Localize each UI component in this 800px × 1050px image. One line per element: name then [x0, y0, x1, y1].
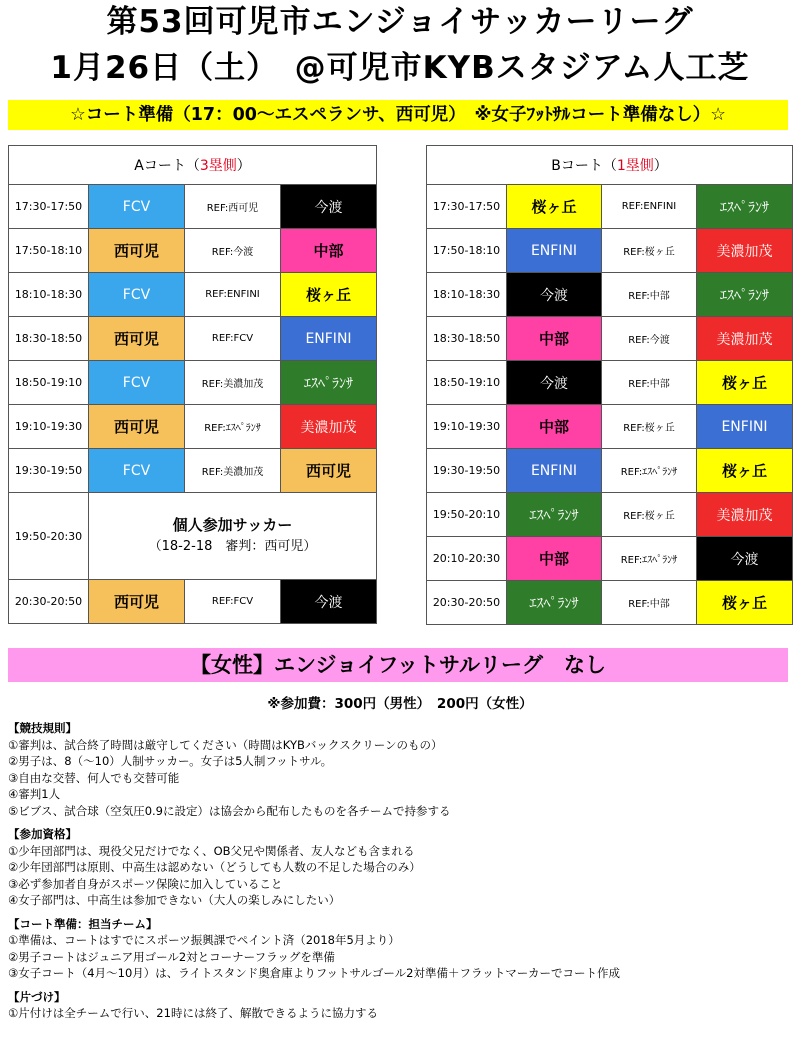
team-cell: FCV [89, 273, 185, 317]
court-b-table [426, 145, 793, 625]
team-cell: 美濃加茂 [697, 317, 793, 361]
team-cell: ｴｽﾍﾟﾗﾝｻ [697, 185, 793, 229]
court-a-side: 3塁側 [199, 158, 237, 174]
referee-cell: REF:今渡 [185, 229, 281, 273]
referee-cell: REF:FCV [185, 317, 281, 361]
rule-item: ②男子は、8（～10）人制サッカー。女子は5人制フットサル。 [8, 754, 333, 768]
rule-item: ③自由な交替、何人でも交替可能 [8, 770, 180, 785]
referee-cell: REF:中部 [602, 361, 697, 405]
time-cell: 17:30-17:50 [427, 185, 507, 229]
team-cell: 美濃加茂 [697, 493, 793, 537]
team-cell: ENFINI [281, 317, 377, 361]
rule-item: ④女子部門は、中高生は参加できない（大人の楽しみにしたい） [8, 893, 341, 907]
court-b-header-prefix: Bコート（ [551, 158, 617, 174]
rule-item: ⑤ビブス、試合球（空気圧0.9に設定）は協会から配布したものを各チームで持参する [8, 803, 451, 818]
team-cell: FCV [89, 449, 185, 493]
team-cell: 西可児 [89, 229, 185, 273]
match-row [427, 449, 793, 493]
referee-cell: REF:美濃加茂 [185, 449, 281, 493]
court-b-header-suffix: ） [653, 158, 668, 174]
time-cell: 19:30-19:50 [9, 449, 89, 493]
referee-cell: REF:ENFINI [185, 273, 281, 317]
rule-item: ②少年団部門は原則、中高生は認めない（どうしても人数の不足した場合のみ） [8, 860, 421, 874]
team-cell: 今渡 [697, 537, 793, 581]
team-cell: 今渡 [281, 185, 377, 229]
match-row [427, 537, 793, 581]
rule-item: ③必ず参加者自身がスポーツ保険に加入していること [8, 876, 283, 891]
participation-fee: ※参加費：300円（男性） 200円（女性） [267, 696, 533, 712]
team-cell: ｴｽﾍﾟﾗﾝｻ [281, 361, 377, 405]
team-cell: 今渡 [507, 361, 602, 405]
match-row [9, 405, 377, 449]
time-cell: 18:50-19:10 [9, 361, 89, 405]
team-cell: 桜ヶ丘 [281, 273, 377, 317]
team-cell: ｴｽﾍﾟﾗﾝｻ [507, 581, 602, 625]
time-cell: 18:10-18:30 [9, 273, 89, 317]
rules-section [8, 720, 793, 1022]
section-gap [8, 909, 793, 916]
court-a-header-row [9, 146, 377, 185]
team-cell: 今渡 [281, 580, 377, 624]
rule-item: ③女子コート（4月～10月）は、ライトスタンド奥倉庫よりフットサルゴール2対準備＋フラットマーカーでコート作成 [8, 966, 621, 980]
rules-heading: 【競技規則】 [8, 721, 77, 735]
referee-cell: REF:ｴｽﾍﾟﾗﾝｻ [185, 405, 281, 449]
referee-cell: REF:桜ヶ丘 [602, 405, 697, 449]
team-cell: 西可児 [89, 405, 185, 449]
time-cell: 18:50-19:10 [427, 361, 507, 405]
match-row [9, 317, 377, 361]
time-cell: 19:10-19:30 [427, 405, 507, 449]
court-b-header-row [427, 146, 793, 185]
court-a-header-suffix: ） [236, 158, 251, 174]
team-cell: 中部 [507, 317, 602, 361]
team-cell: 西可児 [89, 580, 185, 624]
court-b-side: 1塁側 [616, 158, 654, 174]
court-a-table [8, 145, 377, 624]
match-row [427, 229, 793, 273]
referee-cell: REF:桜ヶ丘 [602, 229, 697, 273]
match-row [427, 361, 793, 405]
team-cell: ENFINI [507, 229, 602, 273]
rule-item: ①審判は、試合終了時間は厳守してください（時間はKYBバックスクリーンのもの） [8, 737, 443, 752]
time-cell: 19:10-19:30 [9, 405, 89, 449]
time-cell: 20:10-20:30 [427, 537, 507, 581]
time-cell: 19:50-20:30 [9, 493, 89, 580]
match-row [427, 185, 793, 229]
rules-heading: 【片づけ】 [8, 989, 66, 1004]
match-row [427, 493, 793, 537]
referee-cell: REF:西可児 [185, 185, 281, 229]
match-row [427, 581, 793, 625]
rule-item: ②男子コートはジュニア用ゴール2対とコーナーフラッグを準備 [8, 949, 335, 964]
match-row [9, 361, 377, 405]
time-cell: 17:50-18:10 [427, 229, 507, 273]
team-cell: 西可児 [281, 449, 377, 493]
individual-soccer-title: 個人参加サッカー [172, 516, 293, 534]
match-row [9, 229, 377, 273]
rules-heading: 【参加資格】 [8, 827, 77, 841]
team-cell: 美濃加茂 [697, 229, 793, 273]
team-cell: 西可児 [89, 317, 185, 361]
rule-item: ④審判1人 [8, 787, 61, 801]
section-gap [8, 819, 793, 826]
time-cell: 18:30-18:50 [9, 317, 89, 361]
time-cell: 19:30-19:50 [427, 449, 507, 493]
team-cell: 中部 [507, 405, 602, 449]
time-cell: 17:50-18:10 [9, 229, 89, 273]
referee-cell: REF:ENFINI [602, 185, 697, 229]
team-cell: ｴｽﾍﾟﾗﾝｻ [697, 273, 793, 317]
team-cell: 中部 [507, 537, 602, 581]
team-cell: 桜ヶ丘 [507, 185, 602, 229]
women-league-banner: 【女性】エンジョイフットサルリーグ なし [8, 648, 788, 682]
referee-cell: REF:ｴｽﾍﾟﾗﾝｻ [602, 537, 697, 581]
match-row [427, 405, 793, 449]
individual-soccer-note: （18-2-18 審判：西可児） [148, 539, 317, 554]
rule-item: ①片付けは全チームで行い、21時には終了、解散できるように協力する [8, 1006, 378, 1020]
match-row [9, 580, 377, 624]
court-prep-banner: ☆コート準備（17：00～エスペランサ、西可児） ※女子ﾌｯﾄｻﾙコート準備なし）☆ [8, 100, 788, 130]
time-cell: 18:30-18:50 [427, 317, 507, 361]
referee-cell: REF:桜ヶ丘 [602, 493, 697, 537]
match-row [427, 317, 793, 361]
team-cell: ｴｽﾍﾟﾗﾝｻ [507, 493, 602, 537]
team-cell: 今渡 [507, 273, 602, 317]
time-cell: 20:30-20:50 [9, 580, 89, 624]
referee-cell: REF:ｴｽﾍﾟﾗﾝｻ [602, 449, 697, 493]
court-b-header [427, 146, 793, 185]
rule-item: ①準備は、コートはすでにスポーツ振興課でペイント済（2018年5月より） [8, 933, 400, 947]
individual-row [9, 493, 377, 580]
match-row [427, 273, 793, 317]
section-gap [8, 982, 793, 989]
time-cell: 18:10-18:30 [427, 273, 507, 317]
date-venue: 1月26日（土） @可児市KYBスタジアム人工芝 [50, 50, 750, 86]
team-cell: ENFINI [697, 405, 793, 449]
court-a-header-prefix: Aコート（ [134, 158, 200, 174]
court-a-header [9, 146, 377, 185]
referee-cell: REF:中部 [602, 273, 697, 317]
match-row [9, 185, 377, 229]
rule-item: ①少年団部門は、現役父兄だけでなく、OB父兄や関係者、友人なども含まれる [8, 843, 415, 858]
time-cell: 20:30-20:50 [427, 581, 507, 625]
team-cell: 桜ヶ丘 [697, 581, 793, 625]
time-cell: 17:30-17:50 [9, 185, 89, 229]
team-cell: 桜ヶ丘 [697, 361, 793, 405]
team-cell: FCV [89, 361, 185, 405]
page-title: 第53回可児市エンジョイサッカーリーグ [106, 4, 694, 40]
team-cell: FCV [89, 185, 185, 229]
referee-cell: REF:FCV [185, 580, 281, 624]
match-row [9, 273, 377, 317]
match-row [9, 449, 377, 493]
team-cell: 美濃加茂 [281, 405, 377, 449]
individual-soccer-cell [89, 493, 377, 580]
team-cell: 中部 [281, 229, 377, 273]
rules-heading: 【コート準備：担当チーム】 [8, 916, 158, 931]
team-cell: ENFINI [507, 449, 602, 493]
referee-cell: REF:中部 [602, 581, 697, 625]
referee-cell: REF:美濃加茂 [185, 361, 281, 405]
team-cell: 桜ヶ丘 [697, 449, 793, 493]
time-cell: 19:50-20:10 [427, 493, 507, 537]
referee-cell: REF:今渡 [602, 317, 697, 361]
